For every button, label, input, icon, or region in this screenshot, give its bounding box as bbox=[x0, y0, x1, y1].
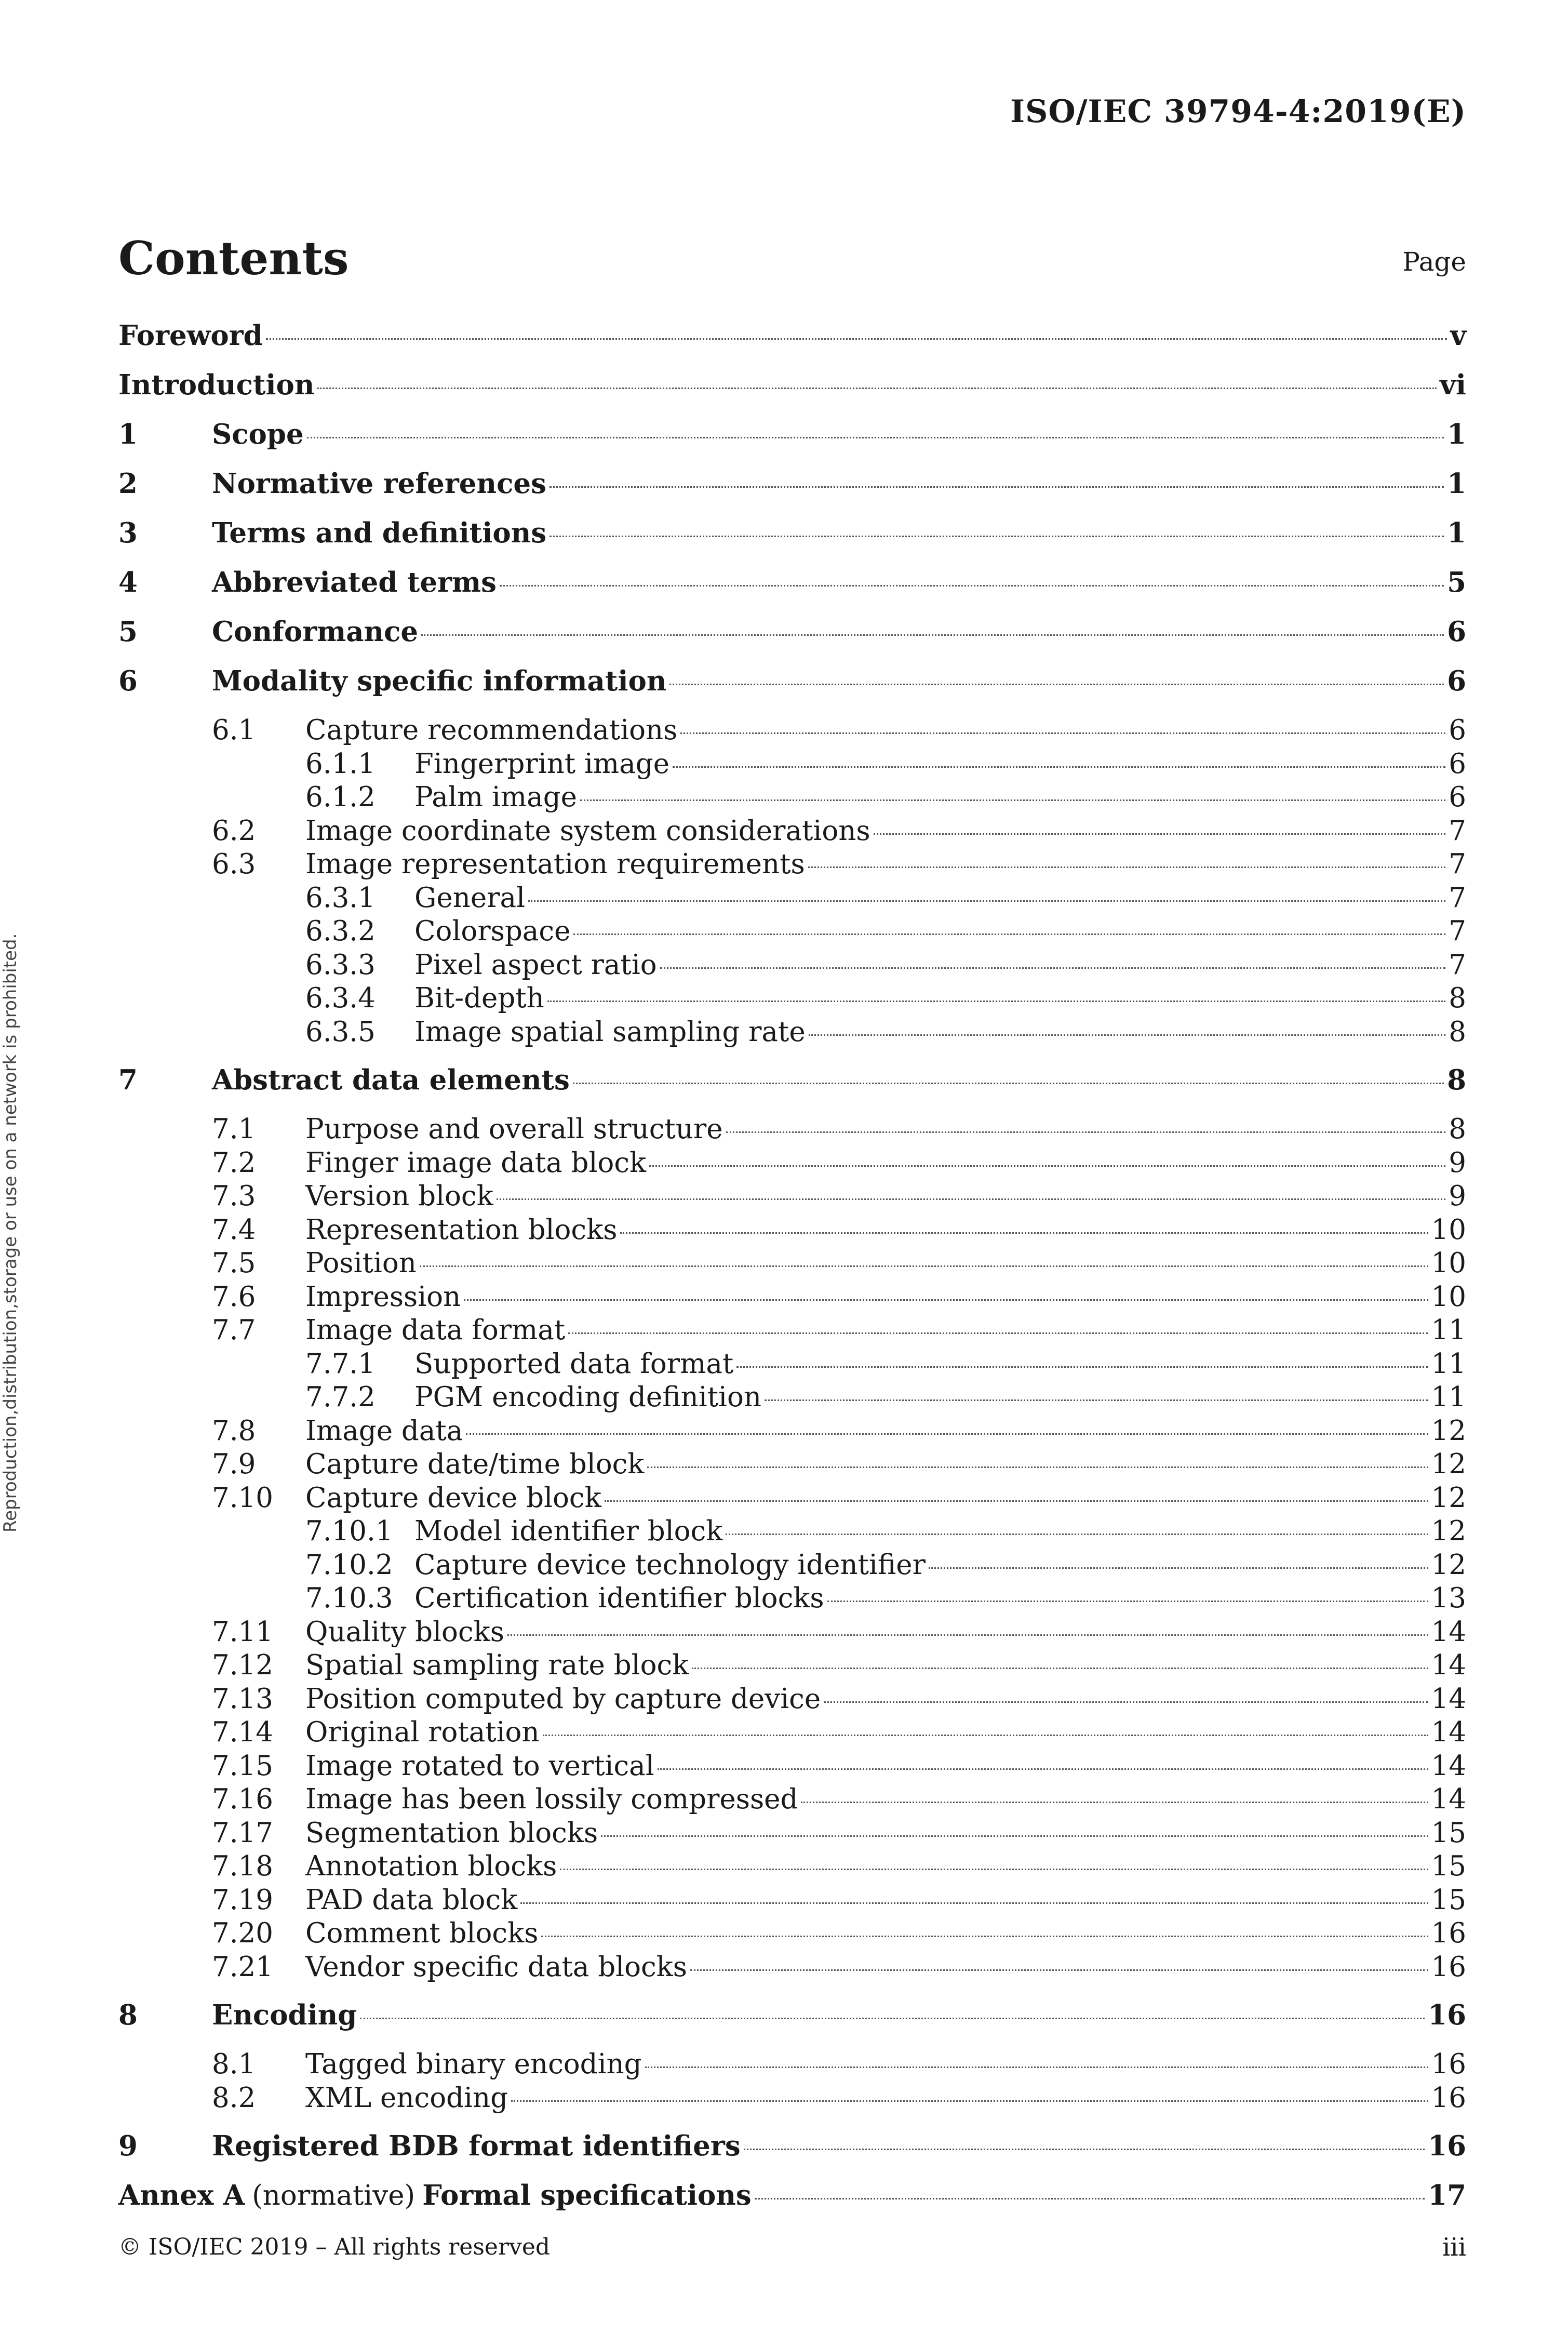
toc-entry[interactable] bbox=[118, 1850, 1466, 1884]
toc-number: 8.2 bbox=[212, 2082, 256, 2114]
toc-entry[interactable] bbox=[118, 1415, 1466, 1449]
toc-title: Introduction bbox=[118, 369, 315, 401]
toc-leader-dots bbox=[560, 1869, 1428, 1870]
toc-page: 1 bbox=[1447, 468, 1466, 500]
toc-leader-dots bbox=[528, 900, 1445, 902]
toc-number: 8.1 bbox=[212, 2048, 256, 2080]
toc-leader-dots bbox=[801, 1802, 1428, 1803]
toc-entry[interactable] bbox=[118, 2048, 1466, 2082]
toc-page: 8 bbox=[1449, 982, 1466, 1014]
toc-title: Modality specific information bbox=[212, 665, 667, 697]
toc-leader-dots bbox=[547, 1001, 1446, 1002]
toc-page: 14 bbox=[1431, 1683, 1466, 1715]
toc-leader-dots bbox=[660, 967, 1446, 969]
toc-page: 8 bbox=[1449, 1016, 1466, 1048]
toc-entry[interactable] bbox=[118, 369, 1466, 418]
toc-entry[interactable] bbox=[118, 1549, 1466, 1583]
toc-page: 14 bbox=[1431, 1649, 1466, 1681]
toc-number: 7.19 bbox=[212, 1884, 274, 1916]
toc-entry[interactable] bbox=[118, 517, 1466, 566]
toc-entry[interactable] bbox=[118, 1016, 1466, 1050]
toc-page: 12 bbox=[1431, 1415, 1466, 1447]
toc-title: Image coordinate system considerations bbox=[305, 815, 870, 847]
toc-entry[interactable] bbox=[118, 1582, 1466, 1616]
toc-number: 7.5 bbox=[212, 1247, 256, 1279]
toc-title: Finger image data block bbox=[305, 1146, 647, 1179]
toc-leader-dots bbox=[466, 1433, 1428, 1435]
toc-number: 1 bbox=[118, 418, 138, 450]
toc-title: Image representation requirements bbox=[305, 848, 805, 880]
toc-number: 6.3.1 bbox=[305, 882, 376, 914]
toc-title: Palm image bbox=[414, 781, 578, 813]
toc-number: 7.14 bbox=[212, 1716, 274, 1748]
toc-leader-dots bbox=[874, 833, 1446, 835]
toc-entry[interactable] bbox=[118, 665, 1466, 714]
toc-leader-dots bbox=[550, 486, 1444, 488]
toc-leader-dots bbox=[692, 1668, 1428, 1669]
toc-number: 9 bbox=[118, 2130, 138, 2162]
toc-leader-dots bbox=[580, 799, 1445, 801]
toc-page: 8 bbox=[1447, 1064, 1466, 1096]
toc-entry[interactable] bbox=[118, 1314, 1466, 1348]
page-column-label: Page bbox=[1402, 247, 1466, 277]
toc-page: 16 bbox=[1428, 2130, 1466, 2162]
toc-leader-dots bbox=[420, 1265, 1428, 1267]
toc-entry[interactable] bbox=[118, 781, 1466, 815]
toc-page: 12 bbox=[1431, 1515, 1466, 1547]
toc-entry[interactable] bbox=[118, 1147, 1466, 1181]
toc-leader-dots bbox=[649, 1165, 1445, 1167]
toc-page: 15 bbox=[1431, 1884, 1466, 1916]
toc-title: Purpose and overall structure bbox=[305, 1113, 723, 1145]
toc-number: 7.21 bbox=[212, 1951, 274, 1983]
toc-page: 8 bbox=[1449, 1113, 1466, 1145]
toc-leader-dots bbox=[568, 1332, 1428, 1334]
toc-page: v bbox=[1450, 319, 1466, 352]
side-notice: Reproduction,distribution,storage or use on a network is prohibited. bbox=[0, 933, 21, 1532]
toc-title: Supported data format bbox=[414, 1348, 734, 1380]
toc-title: Certification identifier blocks bbox=[414, 1582, 824, 1614]
toc-entry[interactable] bbox=[118, 319, 1466, 369]
toc-title: Image data format bbox=[305, 1314, 566, 1346]
toc-leader-dots bbox=[824, 1701, 1428, 1703]
toc-title: Conformance bbox=[212, 616, 419, 648]
toc-page: 13 bbox=[1431, 1582, 1466, 1614]
toc-leader-dots bbox=[620, 1232, 1428, 1234]
toc-title: Scope bbox=[212, 418, 304, 450]
toc-page: 17 bbox=[1428, 2179, 1466, 2211]
toc-entry[interactable] bbox=[118, 1884, 1466, 1918]
toc-title: Abstract data elements bbox=[212, 1064, 570, 1096]
toc-title: Capture date/time block bbox=[305, 1448, 645, 1480]
toc-title: Spatial sampling rate block bbox=[305, 1649, 689, 1681]
toc-title: Annotation blocks bbox=[305, 1850, 557, 1882]
toc-title: Image has been lossily compressed bbox=[305, 1783, 798, 1815]
toc-leader-dots bbox=[497, 1198, 1446, 1200]
toc-entry[interactable] bbox=[118, 616, 1466, 665]
toc-number: 6.1.2 bbox=[305, 781, 376, 813]
toc-page: 9 bbox=[1449, 1180, 1466, 1212]
toc-title: Registered BDB format identifiers bbox=[212, 2130, 741, 2162]
toc-number: 6.3.3 bbox=[305, 949, 376, 981]
toc-leader-dots bbox=[755, 2198, 1425, 2199]
toc-leader-dots bbox=[726, 1131, 1446, 1133]
toc-annex-label: Annex A bbox=[118, 2179, 245, 2211]
toc-leader-dots bbox=[736, 1366, 1428, 1368]
toc-page: 14 bbox=[1431, 1783, 1466, 1815]
toc-title: XML encoding bbox=[305, 2082, 508, 2114]
toc-number: 6 bbox=[118, 665, 138, 697]
toc-leader-dots bbox=[658, 1768, 1428, 1770]
toc-leader-dots bbox=[541, 1936, 1428, 1937]
toc-page: 7 bbox=[1449, 949, 1466, 981]
toc-page: 16 bbox=[1431, 2048, 1466, 2080]
toc-title: Comment blocks bbox=[305, 1917, 539, 1949]
toc-number: 5 bbox=[118, 616, 138, 648]
toc-page: 9 bbox=[1449, 1146, 1466, 1179]
table-of-contents bbox=[118, 319, 1466, 2229]
toc-page: 12 bbox=[1431, 1549, 1466, 1581]
toc-title: Impression bbox=[305, 1281, 461, 1313]
toc-page: 16 bbox=[1431, 1917, 1466, 1949]
toc-leader-dots bbox=[360, 2018, 1425, 2019]
toc-title: Image spatial sampling rate bbox=[414, 1016, 806, 1048]
toc-title: Abbreviated terms bbox=[212, 566, 497, 598]
toc-number: 7.10.3 bbox=[305, 1582, 393, 1614]
toc-page: 6 bbox=[1449, 714, 1466, 746]
toc-number: 7.6 bbox=[212, 1281, 256, 1313]
toc-entry[interactable] bbox=[118, 1999, 1466, 2048]
toc-number: 6.3.5 bbox=[305, 1016, 376, 1048]
toc-page: 6 bbox=[1449, 748, 1466, 780]
toc-entry[interactable] bbox=[118, 915, 1466, 949]
toc-leader-dots bbox=[573, 934, 1445, 935]
toc-entry[interactable] bbox=[118, 848, 1466, 882]
toc-page: 16 bbox=[1431, 2082, 1466, 2114]
contents-heading: Contents bbox=[118, 231, 349, 285]
toc-leader-dots bbox=[808, 866, 1446, 868]
toc-entry[interactable] bbox=[118, 1750, 1466, 1784]
toc-number: 7.10 bbox=[212, 1482, 274, 1514]
toc-number: 7.10.1 bbox=[305, 1515, 393, 1547]
toc-leader-dots bbox=[690, 1969, 1428, 1971]
toc-entry[interactable] bbox=[118, 566, 1466, 616]
toc-title: PAD data block bbox=[305, 1884, 518, 1916]
toc-entry[interactable] bbox=[118, 2082, 1466, 2116]
toc-title: Tagged binary encoding bbox=[305, 2048, 642, 2080]
toc-leader-dots bbox=[543, 1735, 1428, 1736]
toc-page: 16 bbox=[1431, 1951, 1466, 1983]
toc-number: 7.2 bbox=[212, 1146, 256, 1179]
toc-title: Representation blocks bbox=[305, 1214, 618, 1246]
toc-entry[interactable] bbox=[118, 418, 1466, 468]
toc-number: 7.1 bbox=[212, 1113, 256, 1145]
toc-page: 11 bbox=[1431, 1314, 1466, 1346]
toc-entry[interactable] bbox=[118, 949, 1466, 983]
toc-entry[interactable] bbox=[118, 714, 1466, 748]
toc-number: 7.13 bbox=[212, 1683, 274, 1715]
toc-page: 7 bbox=[1449, 882, 1466, 914]
toc-page: 5 bbox=[1447, 566, 1466, 598]
toc-entry[interactable] bbox=[118, 1817, 1466, 1851]
toc-leader-dots bbox=[317, 388, 1437, 389]
toc-leader-dots bbox=[673, 766, 1445, 768]
toc-number: 7.7.2 bbox=[305, 1381, 376, 1413]
toc-number: 7.18 bbox=[212, 1850, 274, 1882]
toc-page: 6 bbox=[1447, 665, 1466, 697]
toc-title: General bbox=[414, 882, 526, 914]
toc-title: Model identifier block bbox=[414, 1515, 723, 1547]
toc-entry[interactable] bbox=[118, 1951, 1466, 1985]
toc-number: 7.16 bbox=[212, 1783, 274, 1815]
toc-entry[interactable] bbox=[118, 2179, 1466, 2229]
toc-page: 10 bbox=[1431, 1247, 1466, 1279]
toc-number: 4 bbox=[118, 566, 138, 598]
toc-leader-dots bbox=[573, 1083, 1444, 1084]
toc-title: Encoding bbox=[212, 1999, 357, 2031]
toc-leader-dots bbox=[809, 1034, 1446, 1036]
toc-page: 15 bbox=[1431, 1817, 1466, 1849]
toc-entry[interactable] bbox=[118, 1247, 1466, 1281]
toc-number: 7.8 bbox=[212, 1415, 256, 1447]
toc-number: 2 bbox=[118, 468, 138, 500]
toc-title: Image rotated to vertical bbox=[305, 1750, 654, 1782]
toc-entry[interactable] bbox=[118, 468, 1466, 517]
toc-entry[interactable] bbox=[118, 982, 1466, 1016]
toc-leader-dots bbox=[929, 1567, 1428, 1569]
document-id: ISO/IEC 39794-4:2019(E) bbox=[1010, 94, 1466, 130]
toc-number: 6.1.1 bbox=[305, 748, 376, 780]
toc-leader-dots bbox=[307, 437, 1444, 438]
toc-leader-dots bbox=[827, 1601, 1428, 1602]
toc-title: Capture recommendations bbox=[305, 714, 678, 746]
toc-page: 14 bbox=[1431, 1750, 1466, 1782]
toc-leader-dots bbox=[647, 1467, 1428, 1468]
toc-entry[interactable] bbox=[118, 1783, 1466, 1817]
toc-title: Segmentation blocks bbox=[305, 1817, 598, 1849]
toc-page: 12 bbox=[1431, 1448, 1466, 1480]
toc-entry[interactable] bbox=[118, 1281, 1466, 1315]
toc-title: Terms and definitions bbox=[212, 517, 547, 549]
toc-leader-dots bbox=[744, 2149, 1425, 2150]
toc-title: Fingerprint image bbox=[414, 748, 670, 780]
toc-leader-dots bbox=[500, 585, 1444, 586]
toc-page: vi bbox=[1440, 369, 1466, 401]
toc-entry[interactable] bbox=[118, 1716, 1466, 1750]
toc-title: Image data bbox=[305, 1415, 463, 1447]
toc-number: 6.3.4 bbox=[305, 982, 376, 1014]
toc-leader-dots bbox=[645, 2067, 1428, 2068]
toc-number: 7.3 bbox=[212, 1180, 256, 1212]
toc-title: Pixel aspect ratio bbox=[414, 949, 657, 981]
toc-number: 6.1 bbox=[212, 714, 256, 746]
toc-title: Capture device technology identifier bbox=[414, 1549, 926, 1581]
toc-page: 7 bbox=[1449, 848, 1466, 880]
toc-page: 1 bbox=[1447, 418, 1466, 450]
toc-page: 1 bbox=[1447, 517, 1466, 549]
toc-page: 11 bbox=[1431, 1348, 1466, 1380]
toc-number: 7.17 bbox=[212, 1817, 274, 1849]
toc-page: 6 bbox=[1449, 781, 1466, 813]
toc-number: 7.12 bbox=[212, 1649, 274, 1681]
copyright-notice: © ISO/IEC 2019 – All rights reserved bbox=[118, 2234, 551, 2260]
toc-title: Bit-depth bbox=[414, 982, 544, 1014]
toc-entry[interactable] bbox=[118, 1649, 1466, 1683]
toc-leader-dots bbox=[605, 1500, 1428, 1502]
toc-page: 11 bbox=[1431, 1381, 1466, 1413]
toc-entry[interactable] bbox=[118, 1917, 1466, 1951]
toc-page: 6 bbox=[1447, 616, 1466, 648]
toc-number: 7.11 bbox=[212, 1616, 274, 1648]
toc-leader-dots bbox=[601, 1835, 1428, 1837]
toc-title: Formal specifications bbox=[422, 2179, 752, 2211]
toc-page: 12 bbox=[1431, 1482, 1466, 1514]
toc-number: 7.4 bbox=[212, 1214, 256, 1246]
toc-leader-dots bbox=[680, 732, 1445, 734]
toc-title: PGM encoding definition bbox=[414, 1381, 762, 1413]
toc-page: 10 bbox=[1431, 1214, 1466, 1246]
toc-entry[interactable] bbox=[118, 748, 1466, 782]
toc-leader-dots bbox=[421, 634, 1444, 636]
toc-number: 6.3.2 bbox=[305, 915, 376, 947]
toc-entry[interactable] bbox=[118, 1180, 1466, 1214]
toc-leader-dots bbox=[511, 2100, 1428, 2102]
toc-title: Position computed by capture device bbox=[305, 1683, 821, 1715]
toc-entry[interactable] bbox=[118, 815, 1466, 849]
toc-entry[interactable] bbox=[118, 1683, 1466, 1717]
toc-entry[interactable] bbox=[118, 882, 1466, 916]
toc-leader-dots bbox=[550, 536, 1444, 537]
toc-leader-dots bbox=[507, 1634, 1428, 1636]
toc-entry[interactable] bbox=[118, 1381, 1466, 1415]
toc-leader-dots bbox=[765, 1399, 1428, 1401]
toc-number: 7.15 bbox=[212, 1750, 274, 1782]
toc-number: 7.9 bbox=[212, 1448, 256, 1480]
toc-entry[interactable] bbox=[118, 1214, 1466, 1248]
toc-title: Vendor specific data blocks bbox=[305, 1951, 687, 1983]
toc-entry[interactable] bbox=[118, 1482, 1466, 1516]
toc-entry[interactable] bbox=[118, 2130, 1466, 2179]
toc-number: 6.3 bbox=[212, 848, 256, 880]
toc-leader-dots bbox=[464, 1299, 1428, 1301]
toc-page: 7 bbox=[1449, 815, 1466, 847]
toc-title: Position bbox=[305, 1247, 417, 1279]
toc-leader-dots bbox=[520, 1902, 1428, 1904]
toc-page: 16 bbox=[1428, 1999, 1466, 2031]
toc-number: 7.10.2 bbox=[305, 1549, 393, 1581]
toc-entry[interactable] bbox=[118, 1616, 1466, 1650]
toc-page: 7 bbox=[1449, 915, 1466, 947]
toc-annex-note: (normative) bbox=[252, 2180, 416, 2211]
toc-number: 7.7.1 bbox=[305, 1348, 376, 1380]
toc-number: 6.2 bbox=[212, 815, 256, 847]
toc-title: Colorspace bbox=[414, 915, 571, 947]
toc-entry[interactable] bbox=[118, 1448, 1466, 1482]
toc-entry[interactable] bbox=[118, 1113, 1466, 1147]
toc-entry[interactable] bbox=[118, 1064, 1466, 1113]
toc-number: 3 bbox=[118, 517, 138, 549]
toc-entry[interactable] bbox=[118, 1348, 1466, 1382]
toc-number: 7.20 bbox=[212, 1917, 274, 1949]
toc-number: 7 bbox=[118, 1064, 138, 1096]
toc-number: 7.7 bbox=[212, 1314, 256, 1346]
toc-title: Normative references bbox=[212, 468, 546, 500]
toc-title: Original rotation bbox=[305, 1716, 540, 1748]
toc-page: 14 bbox=[1431, 1716, 1466, 1748]
toc-title: Quality blocks bbox=[305, 1616, 504, 1648]
page-number: iii bbox=[1442, 2233, 1466, 2262]
toc-page: 14 bbox=[1431, 1616, 1466, 1648]
toc-leader-dots bbox=[266, 338, 1448, 340]
toc-page: 15 bbox=[1431, 1850, 1466, 1882]
toc-page: 10 bbox=[1431, 1281, 1466, 1313]
toc-title: Version block bbox=[305, 1180, 493, 1212]
toc-leader-dots bbox=[669, 684, 1444, 685]
toc-number: 8 bbox=[118, 1999, 138, 2031]
toc-leader-dots bbox=[726, 1534, 1428, 1535]
toc-entry[interactable] bbox=[118, 1515, 1466, 1549]
toc-title: Capture device block bbox=[305, 1482, 601, 1514]
toc-title: Foreword bbox=[118, 319, 263, 352]
